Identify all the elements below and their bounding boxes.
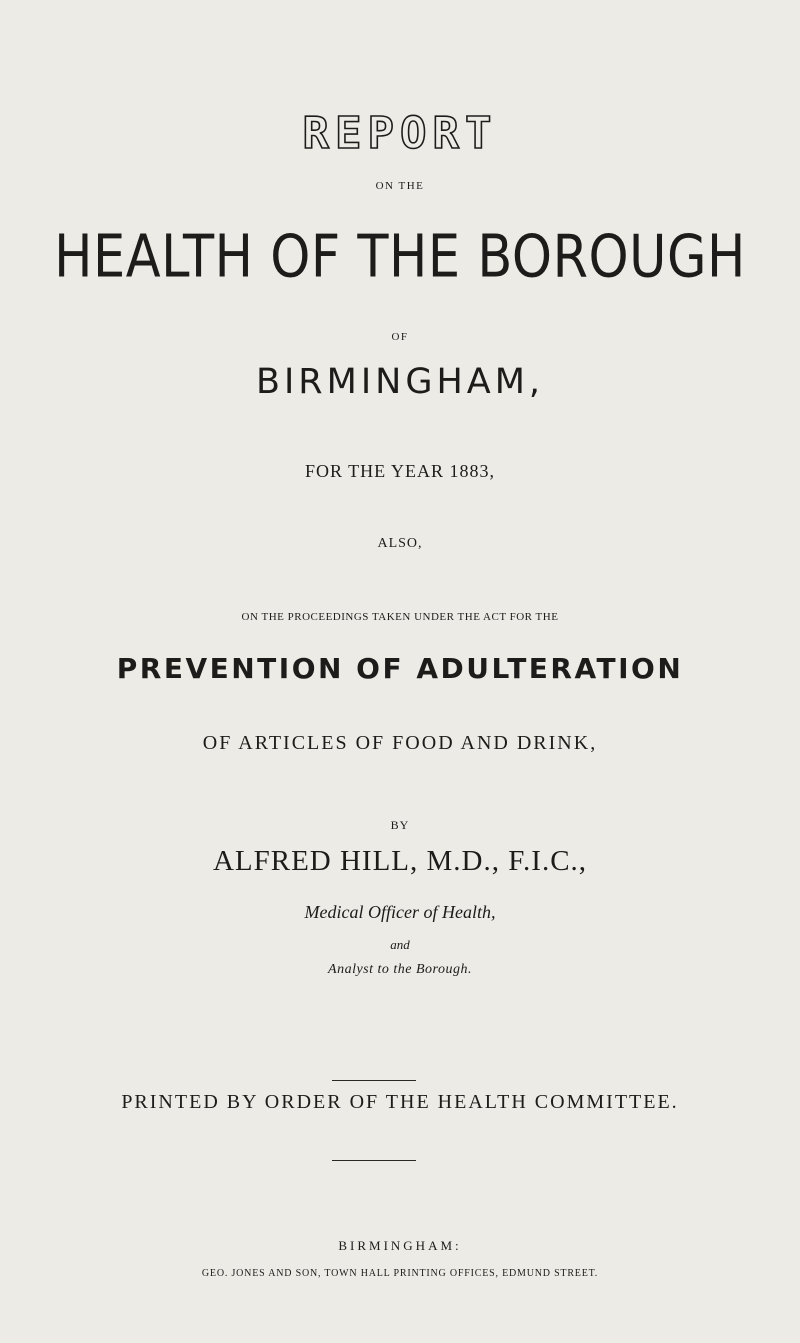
main-title: HEALTH OF THE BOROUGH — [54, 223, 746, 292]
articles-line: OF ARTICLES OF FOOD AND DRINK, — [202, 732, 598, 754]
proceedings-line: ON THE PROCEEDINGS TAKEN UNDER THE ACT FOR THE — [241, 611, 559, 623]
birmingham-title: BIRMINGHAM, — [255, 362, 545, 402]
prevention-title: PREVENTION OF ADULTERATION — [116, 652, 684, 685]
year-line: FOR THE YEAR 1883, — [304, 461, 495, 481]
and-text: and — [390, 937, 410, 952]
author-name: ALFRED HILL, M.D., F.I.C., — [212, 845, 588, 877]
imprint-city: BIRMINGHAM: — [338, 1238, 462, 1253]
report-heading: REPORT — [302, 108, 498, 159]
imprint-printer: GEO. JONES AND SON, TOWN HALL PRINTING OFFICES, EDMUND STREET. — [201, 1268, 599, 1279]
printed-by-line: PRINTED BY ORDER OF THE HEALTH COMMITTEE. — [121, 1091, 679, 1113]
of-text: OF — [391, 331, 409, 343]
by-text: BY — [390, 818, 410, 832]
author-role-analyst: Analyst to the Borough. — [328, 962, 472, 977]
also-text: ALSO, — [377, 536, 423, 551]
on-the-text: ON THE — [375, 180, 425, 192]
divider-rule-bottom — [332, 1160, 416, 1161]
author-role: Medical Officer of Health, — [304, 902, 496, 922]
divider-rule-top — [332, 1080, 416, 1081]
